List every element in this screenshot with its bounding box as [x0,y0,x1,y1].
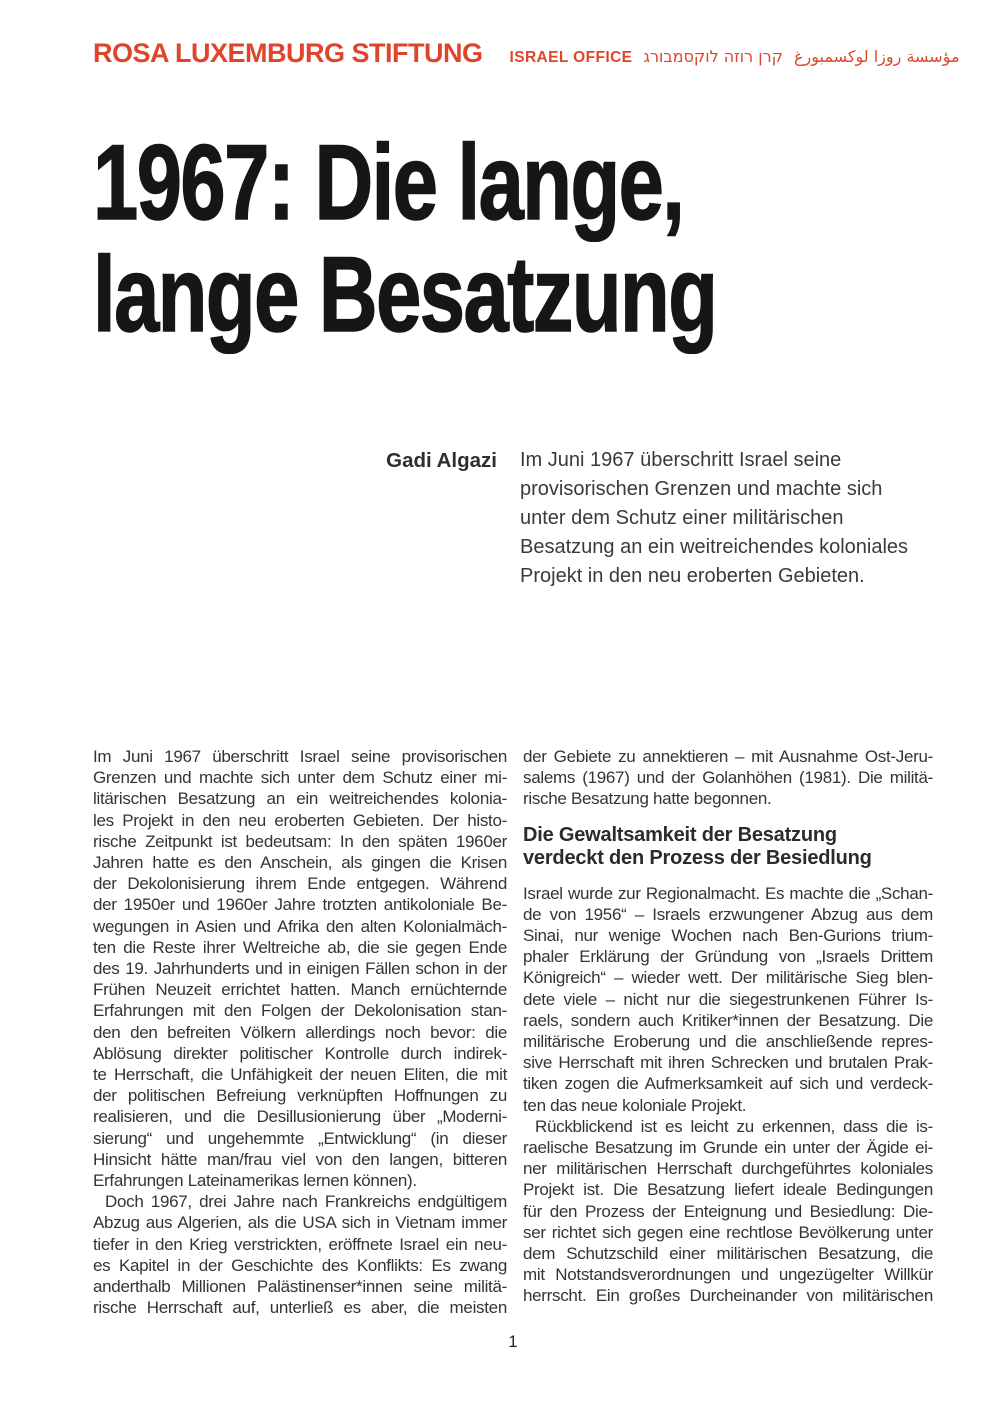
page-number: 1 [508,1333,518,1351]
body-right-column [523,746,933,1318]
text-line: de von 1956“ – Israels erzwungener Abzug aus dem [523,904,933,924]
text-line: wegungen in Asien und Afrika den alten Kolonialmäch- [93,916,507,936]
text-line: für den Prozess der Enteignung und Besiedlung: Die- [523,1201,933,1221]
paragraph [93,1191,507,1318]
text-line: der politischen Befreiung verknüpften Hoffnungen zu [93,1086,507,1106]
text-line: der 1950er und 1960er Jahre trotzten antikoloniale Be- [93,895,507,915]
text-line: les Projekt in den neu eroberten Gebieten. Der histo- [93,810,507,830]
text-line: unter dem Schutz einer militärischen [520,507,844,529]
text-line: Doch 1967, drei Jahre nach Frankreichs endgültigem [105,1192,507,1212]
article-title-line1: 1967: Die lange, [93,122,684,242]
byline-block [93,446,908,591]
text-line: der Dekolonisierung ihrem Ende entgegen. Während [93,874,507,894]
text-line: Rückblickend ist es leicht zu erkennen, dass die is- [535,1116,933,1136]
text-line: ten die Reste ihrer Weltreiche ab, die sie gegen Ende [93,937,507,957]
article-body [93,746,933,1318]
office-label-arabic: مؤسسة روزا لوكسمبورغ [794,47,960,66]
text-line: Die Gewaltsamkeit der Besatzung [523,823,837,846]
text-line: Israel wurde zur Regionalmacht. Es machte die „Schan- [523,883,933,903]
paragraph [523,746,933,810]
text-line: Abzug aus Algerien, als die USA sich in Vietnam immer [93,1213,507,1233]
text-line: Erfahrungen mit den Folgen der Dekolonisation stan- [93,1001,507,1021]
intro-paragraph [520,446,908,591]
author-name: Gadi Algazi [386,449,497,472]
text-line: der Gebiete zu annektieren – mit Ausnahme Ost-Jeru- [523,747,933,766]
text-line: phaler Erklärung der Gründung von „Israels Drittem [523,947,933,967]
text-line: raelische Besatzung im Grunde ein unter der Ägide ei- [523,1138,933,1158]
text-line: Königreich“ – wieder wett. Der militärische Sieg blen- [523,968,933,988]
office-label-english: ISRAEL OFFICE [509,49,633,66]
text-line: realisieren, und die Desillusionierung über „Moderni- [93,1107,507,1127]
text-line: es Kapitel in der Geschichte des Konflikts: Es zwang [93,1255,507,1275]
text-line: mit Notstandsverordnungen und ungezügelter Willkür [523,1265,933,1285]
text-line: rische Besatzung hatte begonnen. [523,789,772,809]
text-line: Sinai, nur wenige Wochen nach Ben-Gurions trium- [523,926,933,946]
text-line: ten das neue koloniale Projekt. [523,1095,747,1115]
text-line: militärische Eroberung und die anschließende repres- [523,1032,933,1052]
text-line: des 19. Jahrhunderts und in einigen Fällen schon in der [93,959,507,979]
text-line: litärischen Besatzung an ein weitreichendes kolonia- [93,789,507,809]
text-line: herrscht. Ein großes Durcheinander von militärischen [523,1286,933,1306]
paragraph [523,1116,933,1307]
text-line: tiken zogen die Aufmerksamkeit auf sich und verdeck- [523,1074,933,1094]
text-line: Im Juni 1967 überschritt Israel seine [520,449,842,471]
section-heading [523,824,933,870]
text-line: rische Herrschaft auf, unterließ es aber, die meisten [93,1298,507,1318]
text-line: Besatzung an ein weitreichendes koloniales [520,536,909,558]
paragraph [93,746,507,1191]
text-line: Jahren hatte es den Anschein, als gingen die Krisen [93,853,507,873]
office-label-hebrew: קרן רוזה לוקסמבורג [643,47,783,66]
text-line: den den befreiten Völkern allerdings noch bevor: die [93,1022,507,1042]
text-line: Projekt ist. Die Besatzung liefert ideale Bedingungen [523,1180,933,1200]
text-line: anderthalb Millionen Palästinenser*innen seine militä- [93,1277,507,1297]
text-line: Grenzen und machte sich unter dem Schutz einer mi- [93,768,507,788]
text-line: dem Schutzschild einer militärischen Besatzung, die [523,1244,933,1264]
body-left-column [93,746,507,1318]
text-line: rische Zeitpunkt ist bedeutsam: In den späten 1960er [93,831,507,851]
text-line: sive Herrschaft mit ihren Schrecken und brutalen Prak- [523,1053,933,1073]
text-line: salems (1967) und der Golanhöhen (1981). Die militä- [523,768,933,788]
text-line: Erfahrungen Lateinamerikas lernen können). [93,1171,417,1191]
brand-wordmark: ROSA LUXEMBURG STIFTUNG [93,38,483,68]
text-line: ner militärischen Herrschaft durchgeführtes koloniales [523,1159,933,1179]
text-line: ser richtet sich gegen eine rechtlose Bevölkerung unter [523,1222,933,1242]
text-line: Ablösung direkter politischer Kontrolle durch indirek- [93,1043,507,1063]
text-line: provisorischen Grenzen und machte sich [520,478,883,500]
text-line: raels, sondern auch Kritiker*innen der Besatzung. Die [523,1010,933,1030]
text-line: sierung“ und ungehemmte „Entwicklung“ (in dieser [93,1128,507,1148]
text-line: Projekt in den neu eroberten Gebieten. [520,565,865,587]
paragraph [523,883,933,1116]
article-title-line2: lange Besatzung [93,234,717,354]
text-line: Frühen Neuzeit errichtet hatten. Manch ernüchternde [93,980,507,1000]
text-line: dete viele – nicht nur die siegestrunkenen Führer Is- [523,989,933,1009]
text-line: te Herrschaft, die Unfähigkeit der neuen Eliten, die mit [93,1065,507,1085]
text-line: tiefer in den Krieg verstrickten, eröffnete Israel ein neu- [93,1234,507,1254]
article-title [93,122,913,354]
text-line: verdeckt den Prozess der Besiedlung [523,846,872,869]
text-line: Hinsicht hätte man/frau viel von den langen, bitteren [93,1149,507,1169]
page-header [93,38,960,69]
text-line: Im Juni 1967 überschritt Israel seine provisorischen [93,747,507,766]
